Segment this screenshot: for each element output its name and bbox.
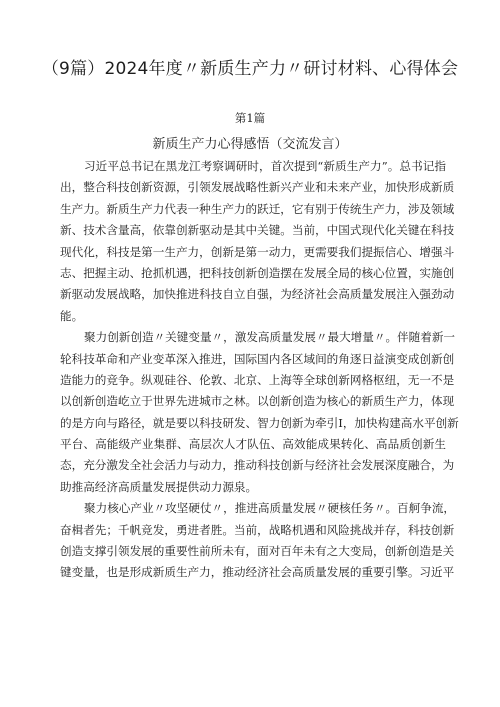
chapter-heading: 第1篇	[234, 111, 266, 125]
body-line: 轮科技革命和产业变革深入推进，国际国内各区域间的角逐日益演变成创新创	[60, 351, 455, 366]
body-line: 奋楫者先；千帆竞发，勇进者胜。当前，战略机遇和风险挑战并存，科技创新	[60, 522, 455, 537]
body-line: 助推高经济高质量发展提供动力源泉。	[60, 479, 258, 494]
body-text	[60, 156, 459, 584]
body-line: 聚力创新创造〃关键变量〃，激发高质量发展〃最大增量〃。伴随着新一	[84, 330, 456, 345]
body-line: 能。	[60, 308, 84, 323]
body-line: 创造支撑引领发展的重要性前所未有，面对百年未有之大变局，创新创造是关	[60, 544, 455, 559]
body-line: 的是方向与路径，就是要以科技研发、智力创新为牵引I，加快构建高水平创新	[60, 415, 459, 430]
body-line: 生产力。新质生产力代表一种生产力的跃迁，它有别于传统生产力，涉及领域	[60, 201, 455, 216]
body-line: 平台、高能级产业集群、高层次人才队伍、高效能成果转化、高品质创新生	[60, 437, 446, 452]
body-line: 聚力核心产业〃攻坚硬仗〃，推进高质量发展〃硬核任务〃。百舸争流，	[84, 501, 456, 516]
document-title: （9篇）2024年度〃新质生产力〃研讨材料、心得体会	[41, 59, 459, 79]
body-line: 态，充分激发全社会活力与动力，推动科技创新与经济社会发展深度融合，为	[60, 458, 455, 473]
body-line: 造能力的竞争。纵观硅谷、伦敦、北京、上海等全球创新网格枢纽，无一不是	[60, 372, 455, 387]
body-line: 现代化，科技是第一生产力，创新是第一动力，更需要我们提振信心、增强斗	[60, 244, 455, 259]
body-line: 出，整合科技创新资源，引领发展战略性新兴产业和未来产业，加快形成新质	[60, 180, 455, 195]
body-line: 以创新创造屹立于世界先进城市之林。以创新创造为核心的新质生产力，体现	[60, 394, 455, 409]
body-line: 新驱动发展战略，加快推进科技自立自强，为经济社会高质量发展注入强劲动	[60, 287, 455, 302]
body-line: 习近平总书记在黑龙江考察调研时，首次提到“新质生产力”。总书记指	[84, 159, 446, 173]
body-line: 志、把握主动、抢抓机遇，把科技创新创造摆在发展全局的核心位置，实施创	[60, 265, 455, 280]
section-subtitle: 新质生产力心得感悟（交流发言）	[152, 137, 348, 152]
body-line: 新、技术含量高，依靠创新驱动是其中关键。当前，中国式现代化关键在科技	[60, 223, 455, 238]
body-line: 键变量，也是形成新质生产力，推动经济社会高质量发展的重要引擎。习近平	[60, 565, 455, 580]
